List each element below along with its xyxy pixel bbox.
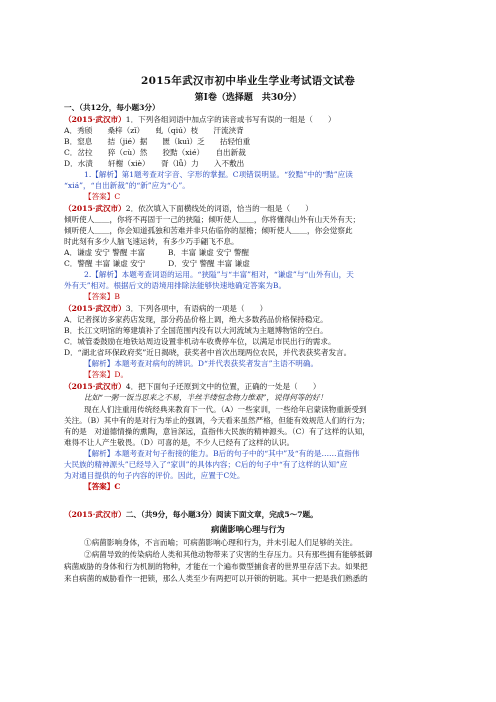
q1-analysis-line1: 1.【解析】第1题考查对字音、字形的掌握。C项错误明显。“狡黠”中的“黠”应读 xyxy=(84,170,353,179)
q3-option-a: A．记者探访多家药店发现，部分药品价格上调，绝大多数药品价格保持稳定。 xyxy=(64,315,328,324)
q1-option-d: D．水渍 轩榭（xiè） 胥（lǚ）力 入不敷出 xyxy=(64,159,245,168)
section-one-heading: 一、（共12分，每小题3分） xyxy=(64,103,160,112)
q4-stem-line xyxy=(64,382,442,392)
q1-option-c: C．岔拉 猝（cù）然 狡黠（xié） 自出新裁 xyxy=(64,148,246,157)
q1-tag: （2015·武汉市） xyxy=(64,115,126,124)
q1-stem: 1．下列各组词语中加点字的读音或书写有误的一组是（ ） xyxy=(125,115,336,124)
q3-option-b: B．长江文明馆的筹建填补了全国范围内没有以大河流域为主题博物馆的空白。 xyxy=(64,326,328,335)
q4-paragraph-line4: 难得不让人产生敬畏。（D）可喜的是，不少人已经有了这样的认识。 xyxy=(64,438,295,447)
passage-paragraph-2: ②病菌导致的传染病给人类和其他动物带来了灾害的生存压力。只有那些拥有能够抵御 xyxy=(84,550,373,559)
q3-stem: 3．下列各项中，有语病的一项是（ ） xyxy=(125,304,268,313)
q3-answer: 【答案】D。 xyxy=(84,370,129,379)
section-two-heading-line xyxy=(64,510,442,520)
q3-tag: （2015·武汉市） xyxy=(64,304,126,313)
q4-stem: 4．把下面句子还原到文中的位置，正确的一处是（ ） xyxy=(125,382,321,391)
q2-stem: 2．依次填入下面横线处的词语，恰当的一组是（ ） xyxy=(125,204,313,213)
section-two-tag: （2015·武汉市） xyxy=(64,510,126,519)
q2-options-cd: C．警醒 丰富 谦虚 安宁 D．安宁 警醒 丰富 谦虚 xyxy=(64,259,250,268)
q2-analysis-line1: 2.【解析】本题考查词语的运用。“狭隘”与“丰富”相对，“谦虚”与“山外有山，天 xyxy=(84,270,354,279)
q4-tag: （2015·武汉市） xyxy=(64,382,126,391)
passage-paragraph-2-cont2: 来自病菌的威胁看作一把锁，那么人类至少有两把可以开锁的钥匙。其中一把是我们熟悉的 xyxy=(64,574,368,583)
q2-stem-line xyxy=(64,204,442,214)
q4-paragraph-line3: 有的是 对道德情操的熏陶，意旨深远，直指伟大民族的精神源头。（C）有了这样的认知， xyxy=(64,427,370,436)
q2-text-line2: 倾听使人＿＿，你会知道孤独和苦难并非只佑临你的屋檐；倾听使人＿＿，你会觉察此 xyxy=(64,226,353,235)
q4-analysis-line1: 【解析】本题考查对句子衔接的能力。B后的句子中的“其中”及“有的是……直指伟 xyxy=(84,449,360,458)
q1-stem-line xyxy=(64,115,442,125)
passage-paragraph-1: ①病菌影响身体，不言而喻；可病菌影响心理和行为，并未引起人们足够的关注。 xyxy=(84,538,358,547)
q4-paragraph-line2: 关注。（B）其中有的是对行为举止的强调，今天看来虽然严格，但能有效规范人们的行为； xyxy=(64,416,370,425)
part-subtitle: 第Ⅰ卷（选择题 共30分） xyxy=(194,93,302,103)
passage-paragraph-2-cont1: 病菌威胁的身体和行为机制的物种，才能在一个遍布微型捕食者的世界里存活下去。如果把 xyxy=(64,562,368,571)
q2-options-ab: A．谦虚 安宁 警醒 丰富 B．丰富 谦虚 安宁 警醒 xyxy=(64,248,250,257)
q1-answer: 【答案】C xyxy=(84,192,121,201)
q2-analysis-line2: 外有天”相对。根据后文的语境用排除法能够快速地确定答案为B。 xyxy=(64,281,287,290)
q1-analysis-line2: “xiá”，“自出新裁”的“新”应为“心”。 xyxy=(64,181,190,190)
q4-analysis-line2: 大民族的精神源头”已经导入了“家训”的具体内容；C后的句子中“有了这样的认知”应 xyxy=(64,460,348,469)
q2-text-line3: 时此刻有多少人脑飞速运转，有多少巧手翩飞不息。 xyxy=(64,237,239,246)
q4-analysis-line3: 为对通目提供的句子内容的评价。因此，应置于C处。 xyxy=(64,471,245,480)
page-title: 2015年武汉市初中毕业生学业考试语文试卷 xyxy=(140,75,356,87)
q3-stem-line xyxy=(64,304,442,314)
q2-text-line1: 倾听使人＿＿，你将不再固于一己的狭隘；倾听使人＿＿，你将懂得山外有山天外有天； xyxy=(64,215,361,224)
q4-paragraph-line1: 现在人们注重用传统经典来教育下一代。（A）一些家训，一些给年启蒙读物重新受到 xyxy=(84,405,367,414)
passage-title: 病菌影响心理与行为 xyxy=(211,524,285,534)
q2-answer: 【答案】B xyxy=(84,292,120,301)
q1-option-a: A．秀颀 桑梓（zǐ） 虬（qiú）枝 汗流浃背 xyxy=(64,126,244,135)
q4-answer: 【答案】C xyxy=(84,482,121,491)
q3-option-d: D．“湖北省环保政府奖”近日揭晓，获奖者中首次出现两位农民，并代表获奖者发言。 xyxy=(64,348,352,357)
q3-option-c: C．城管委鼓励在地铁站周边设置非机动车收费停车位，以满足市民出行的需求。 xyxy=(64,337,336,346)
q3-analysis: 【解析】本题考查对病句的辨识。D“并代表获奖者发言”主语不明确。 xyxy=(84,359,319,368)
section-two-heading: 二、（共9分，每小题3分）阅读下面文章，完成5～7题。 xyxy=(125,510,318,519)
q4-quote: 比如“一粥一饭当思来之不易，半丝半缕恒念物力维艰”，说得何等的好！ xyxy=(84,393,328,402)
q1-option-b: B．窒息 拮（jié）据 匮（kuì）乏 拈轻怕重 xyxy=(64,137,251,146)
q2-tag: （2015·武汉市） xyxy=(64,204,126,213)
